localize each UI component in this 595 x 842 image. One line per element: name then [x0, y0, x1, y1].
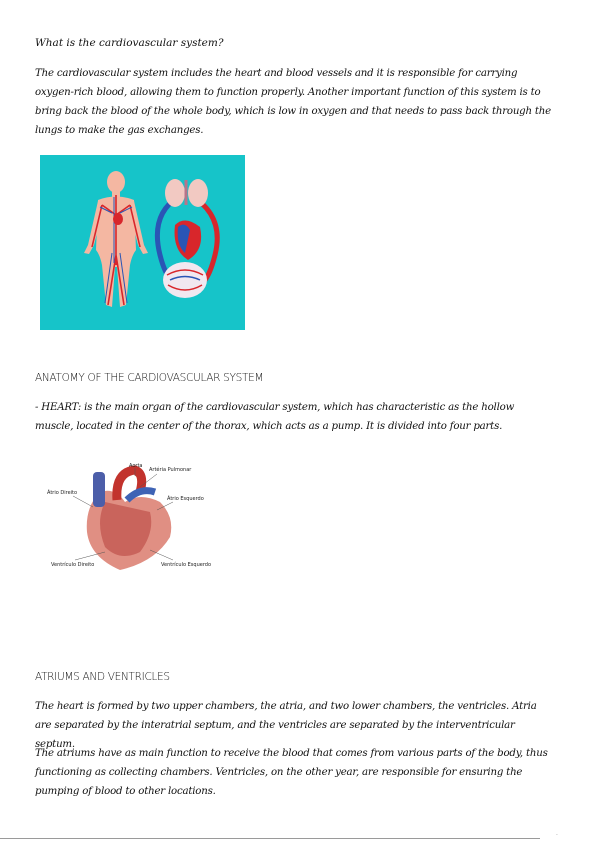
heart-paragraph: - HEART: is the main organ of the cardiovascular system, which has characteristic as the hollow muscle, located in the center of the thorax, which acts as a pump. It is divided into four parts.: [35, 402, 515, 432]
label-right-atrium: Átrio Direito: [47, 490, 78, 496]
label-aorta: Aorta: [129, 463, 143, 469]
atriums-paragraph-1: The heart is formed by two upper chambers, the atria, and two lower chambers, the ventricles. Atria are separated by the interatrial septum, and the ventricles are separated by the interventricular septum.: [35, 701, 537, 750]
heart-anatomy-diagram: [45, 462, 212, 577]
footer-mark: ·: [556, 832, 558, 839]
label-right-ventricle: Ventrículo Direito: [51, 562, 95, 568]
label-left-atrium: Átrio Esquerdo: [167, 496, 204, 502]
label-left-ventricle: Ventrículo Esquerdo: [161, 562, 212, 568]
footer-divider: [0, 838, 540, 839]
section-question: What is the cardiovascular system?: [35, 37, 224, 49]
anatomy-heading: ANATOMY OF THE CARDIOVASCULAR SYSTEM: [35, 372, 264, 384]
atriums-heading: ATRIUMS AND VENTRICLES: [35, 671, 170, 683]
atriums-paragraph-2: The atriums have as main function to receive the blood that comes from various parts of the body, thus functioning as collecting chambers. Ventricles, on the other year, are responsible for ensuring the pumping of blood to other locations.: [35, 748, 548, 797]
intro-paragraph: The cardiovascular system includes the heart and blood vessels and it is responsible for carrying oxygen-rich blood, allowing them to function properly. Another important function of this system is to bring back the blood of the whole body, which is low in oxygen and that needs to pass back through the lungs to make the gas exchanges.: [35, 68, 551, 136]
cardiovascular-illustration: [40, 155, 245, 330]
label-pulmonary-artery: Artéria Pulmonar: [149, 467, 192, 473]
